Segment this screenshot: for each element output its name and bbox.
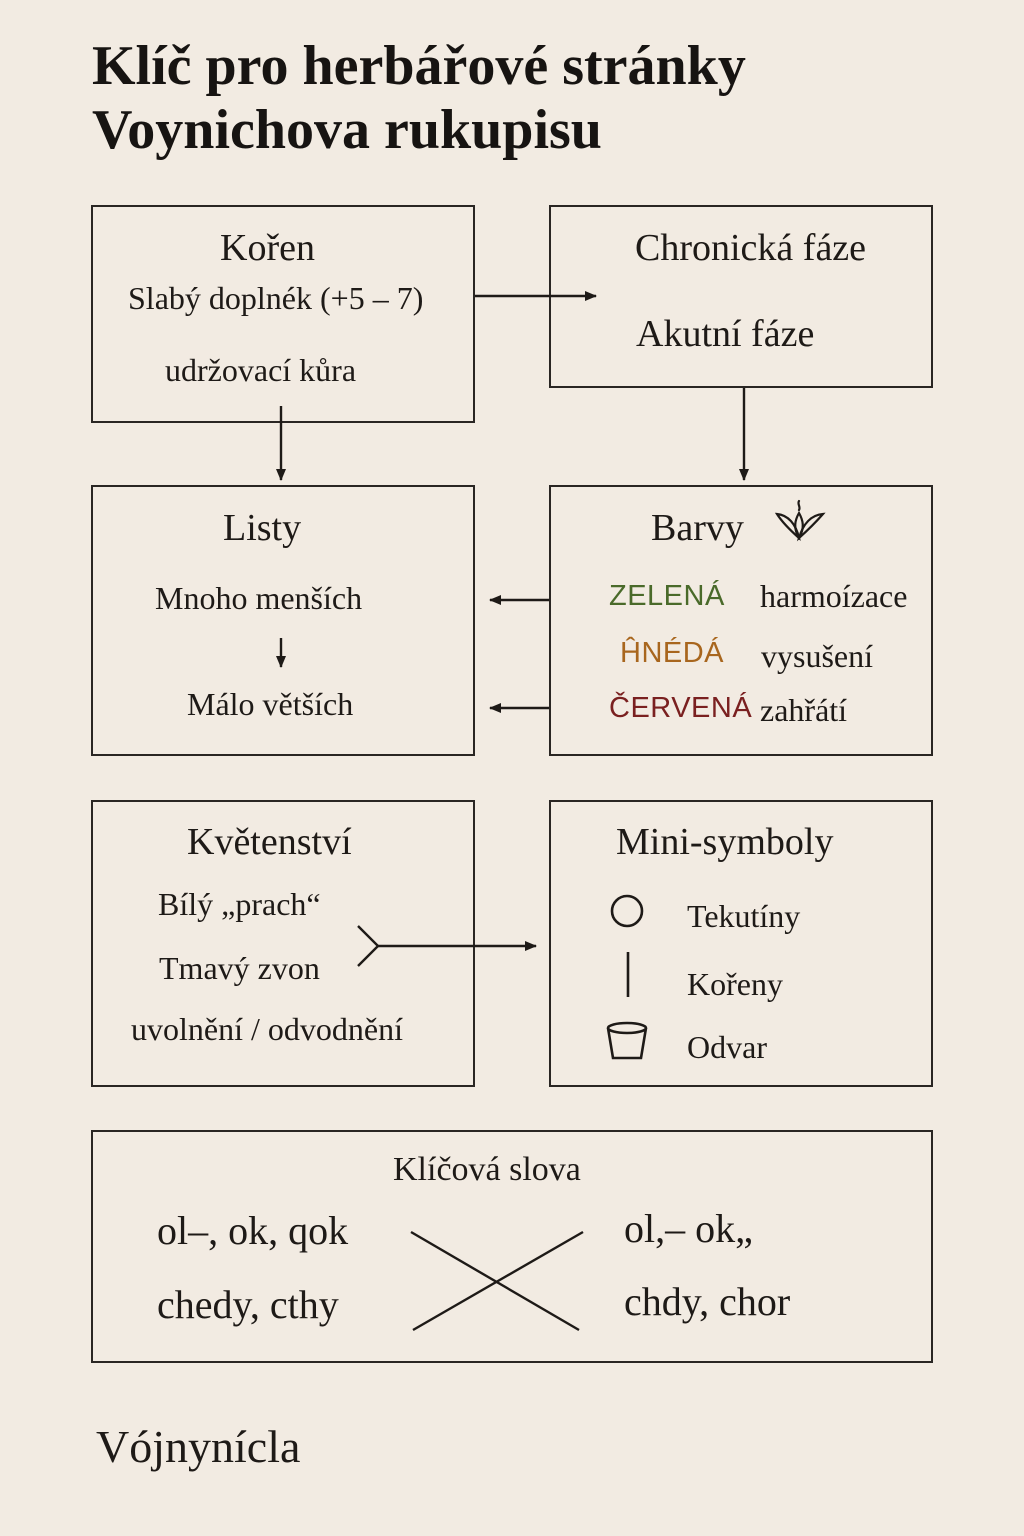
colors-heading: Barvy [651, 507, 744, 549]
chronic-phase-label: Chronická fáze [635, 227, 867, 269]
symbols-heading: Mini-symboly [616, 821, 834, 863]
title-line-1: Klíč pro herbářové stránky [92, 35, 746, 97]
root-heading: Kořen [220, 227, 315, 269]
root-line-1: Slabý doplnék (+5 – 7) [128, 280, 424, 316]
keywords-left-line-1: ol–, ok, qok [157, 1208, 349, 1253]
leaves-heading: Listy [223, 507, 302, 549]
inflorescence-line-2: Tmavý zvon [159, 950, 320, 986]
keywords-heading: Klíčová slova [393, 1151, 581, 1188]
title-line-2: Voynichova rukupisu [92, 99, 602, 161]
color-green-label: ZELENÁ [609, 580, 725, 612]
color-red-label: ČERVENÁ [609, 692, 753, 724]
page-title [92, 34, 746, 162]
color-brown-meaning: vysušení [761, 638, 873, 674]
keywords-left-line-2: chedy, cthy [157, 1282, 339, 1327]
signature: Vójnynícla [96, 1421, 301, 1472]
color-red-meaning: zahřátí [760, 692, 848, 728]
leaves-line-1: Mnoho menších [155, 580, 363, 616]
acute-phase-label: Akutní fáze [636, 313, 815, 355]
color-brown-label: ĤNÉDÁ [620, 637, 725, 669]
keywords-right-line-1: ol,– ok„ [624, 1206, 753, 1251]
symbol-label-decoction: Odvar [687, 1029, 767, 1065]
inflorescence-line-1: Bílý „prach“ [158, 886, 321, 922]
leaves-line-2: Málo větších [187, 686, 354, 722]
root-line-2: udržovací kůra [165, 352, 357, 388]
color-green-meaning: harmoízace [760, 578, 908, 614]
symbol-label-liquids: Tekutíny [687, 898, 801, 934]
inflorescence-heading: Květenství [187, 821, 352, 863]
inflorescence-line-3: uvolnění / odvodnění [131, 1011, 403, 1047]
keywords-right-line-2: chdy, chor [624, 1279, 791, 1324]
symbol-label-roots: Kořeny [687, 966, 783, 1002]
